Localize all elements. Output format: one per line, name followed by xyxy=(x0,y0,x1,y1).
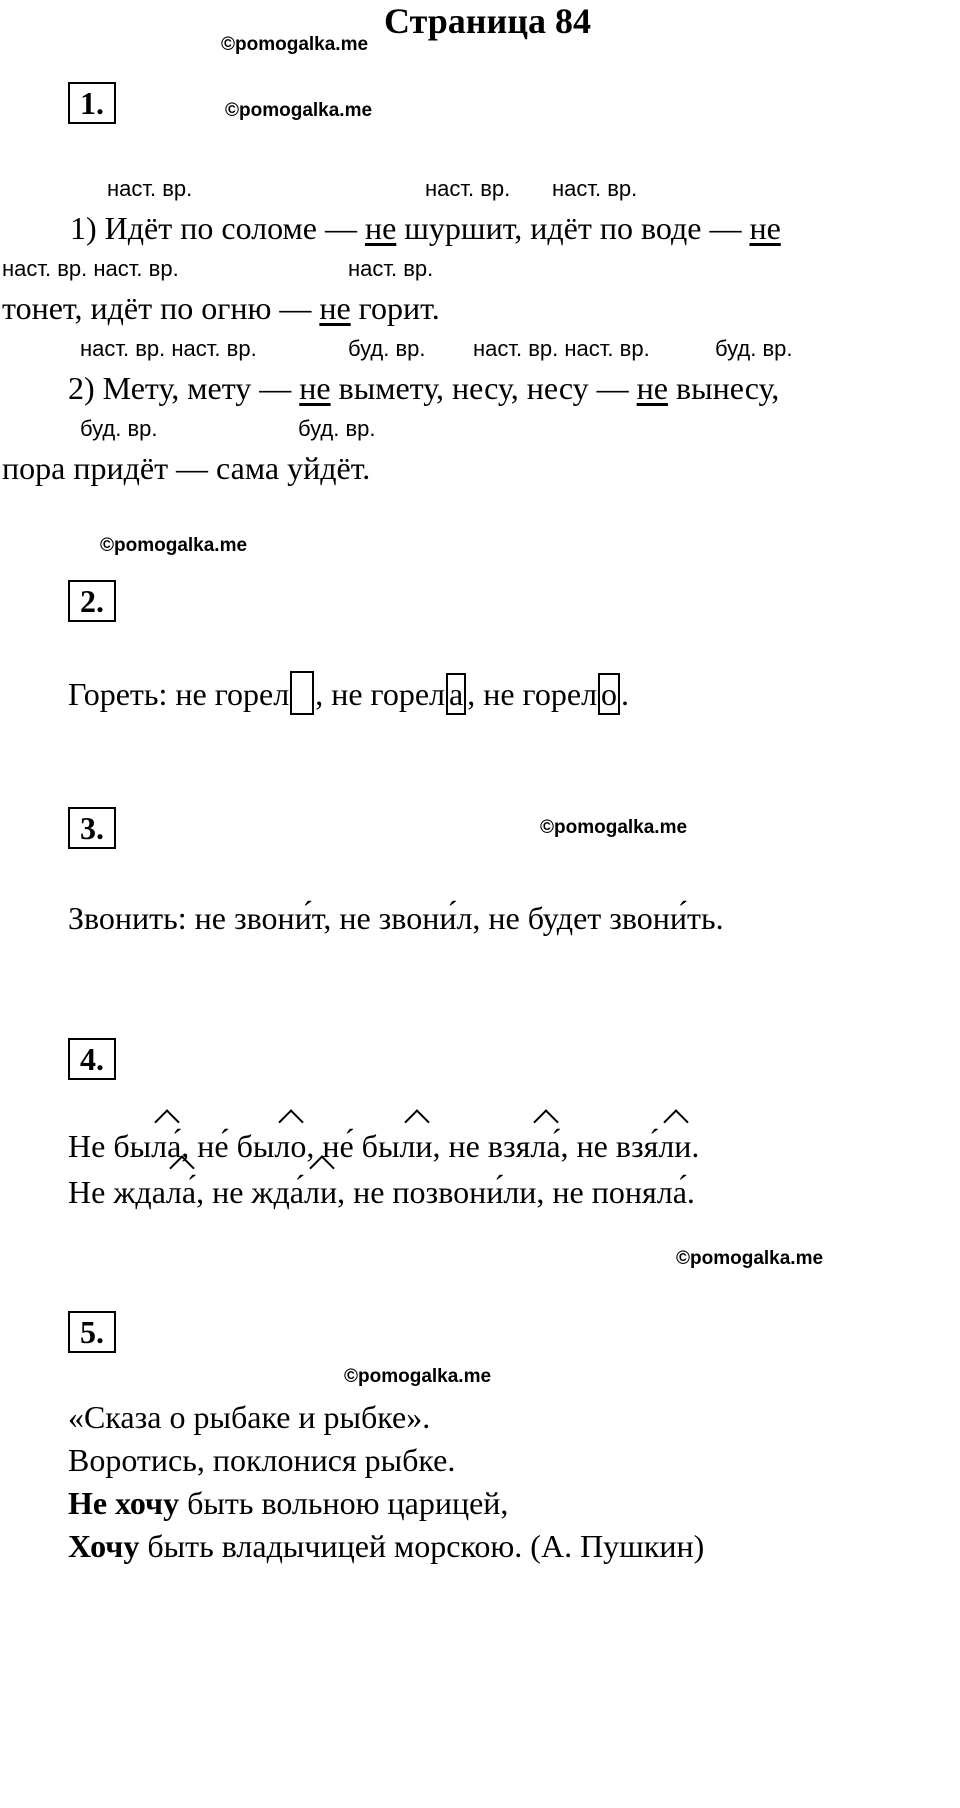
bold-verb: Хочу xyxy=(68,1528,140,1564)
task-number-5: 5. xyxy=(68,1311,116,1353)
watermark: ©pomogalka.me xyxy=(676,1248,824,1269)
stem-mark: ли xyxy=(304,1174,338,1210)
task5-line4: Хочу быть владычицей морскою. (А. Пушкин) xyxy=(68,1528,705,1564)
watermark: ©pomogalka.me xyxy=(540,817,688,838)
tense-label: буд. вр. xyxy=(348,336,426,361)
particle-ne: не xyxy=(319,290,351,326)
stem-mark: ли xyxy=(658,1128,692,1164)
stem-mark: ли xyxy=(399,1128,433,1164)
watermark: ©pomogalka.me xyxy=(100,535,248,556)
stem-mark: ла xyxy=(530,1128,561,1164)
bold-verb: Не хочу xyxy=(68,1485,180,1521)
tense-label: наст. вр. xyxy=(425,176,511,201)
task4-line1: Не была́, не́ было, не́ были, не взяла́, не взя́ли. xyxy=(68,1128,700,1164)
stem-mark: ла xyxy=(165,1174,197,1210)
page-title: Страница 84 xyxy=(384,1,591,41)
particle-ne: не xyxy=(749,210,781,246)
stem-mark: ло xyxy=(274,1128,307,1164)
task-number-4: 4. xyxy=(68,1038,116,1080)
task-number-2: 2. xyxy=(68,580,116,622)
ending-box: а xyxy=(446,673,466,715)
watermark: ©pomogalka.me xyxy=(225,100,373,121)
task4-line2: Не ждала́, не жда́ли, не позвони́ли, не поняла́. xyxy=(68,1174,695,1210)
task5-line3: Не хочу быть вольною царицей, xyxy=(68,1485,509,1521)
watermark: ©pomogalka.me xyxy=(344,1366,492,1387)
tense-label: наст. вр. наст. вр. xyxy=(473,336,650,361)
tense-label: наст. вр. xyxy=(107,176,193,201)
task5-line1: «Сказа о рыбаке и рыбке». xyxy=(68,1399,431,1435)
tense-label: наст. вр. наст. вр. xyxy=(2,256,179,281)
particle-ne: не xyxy=(299,370,331,406)
stem-mark: ла xyxy=(151,1128,182,1164)
ending-box: о xyxy=(598,673,620,715)
tense-label: наст. вр. xyxy=(348,256,434,281)
watermark: ©pomogalka.me xyxy=(221,34,369,55)
task-number-1: 1. xyxy=(68,82,116,124)
task1-line3: 2) Мету, мету — не вымету, несу, несу — не вынесу, xyxy=(68,370,780,406)
tense-label: наст. вр. наст. вр. xyxy=(80,336,257,361)
tense-label: буд. вр. xyxy=(298,416,376,441)
task1-line1: 1) Идёт по соломе — не шуршит, идёт по воде — не xyxy=(70,210,781,246)
ending-box xyxy=(290,671,314,715)
task1-line4: пора придёт — сама уйдёт. xyxy=(2,450,371,486)
tense-label: буд. вр. xyxy=(715,336,793,361)
tense-label: буд. вр. xyxy=(80,416,158,441)
task5-line2: Воротись, поклонися рыбке. xyxy=(68,1442,456,1478)
particle-ne: не xyxy=(364,210,397,246)
tense-label: наст. вр. xyxy=(552,176,638,201)
task-number-3: 3. xyxy=(68,807,116,849)
task3-line: Звонить: не звони́т, не звони́л, не будет звони́ть. xyxy=(68,900,724,936)
particle-ne: не xyxy=(636,370,668,406)
task1-line2: тонет, идёт по огню — не горит. xyxy=(2,290,440,326)
task2-line: Гореть: не горел , не горел а , не горел о . xyxy=(68,671,629,715)
